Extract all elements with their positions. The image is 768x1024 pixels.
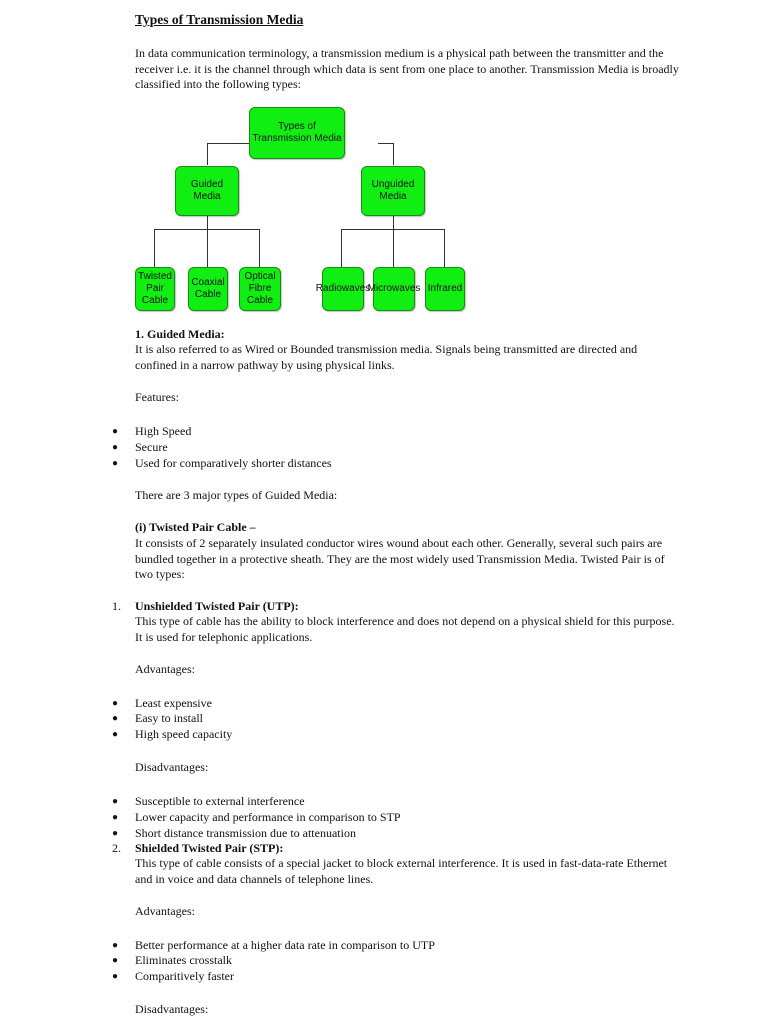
document-page: Types of Transmission Media In data communication terminology, a transmission medium is a physical path between the transmitter and the receiver i.e. it is the channel through which data is sent from one place to another. Transmission Media is broadly classified into the following types: Types of Transmission Media Guided Media Unguided Media Twisted Pair Cable Coaxial Cable Optical Fibre Cable Radiowaves Microwaves Infrared 1. Guided Media: It is also referred to as Wired or Bounded transmission media. Signals being transmitted are directed and confined in a narrow pathway by using physical links. Features: ● High Speed ● Secure ● Used for comparatively shorter distances There are 3 major types of Guided Media: (i) Twisted Pair Cable – It consists of 2 separately insulated conductor wires wound about each other. Generally, several such pairs are bundled together in a protective sheath. They are the most widely used Transmission Media. Twisted Pair is of two types: 1. Unshielded Twisted Pair (UTP): This type of cable has the ability to block interference and does not depend on a physical shield for this purpose. It is used for telephonic applications. Advantages: ● Least expensive ● Easy to install ● High speed capacity Disadvantages: ● Susceptible to external interference ● Lower capacity and performance in comparison to STP ● Short distance transmission due to attenuation 2. Shielded Twisted Pair (STP): This type of cable consists of a special jacket to block external interference. It is used in fast-data-rate Ethernet and in voice and data channels of telephone lines. Advantages: ● Better performance at a higher data rate in comparison to UTP ● Eliminates crosstalk ● Comparitively faster Disadvantages:	[112, 12, 679, 1016]
node-twisted-pair: Twisted Pair Cable	[135, 267, 175, 311]
connector	[393, 143, 394, 165]
node-unguided-media: Unguided Media	[361, 166, 425, 216]
connector	[207, 215, 208, 229]
bullet-icon: ●	[112, 729, 119, 740]
connector	[444, 229, 445, 267]
bullet-icon: ●	[112, 458, 119, 469]
node-radiowaves: Radiowaves	[322, 267, 364, 311]
node-infrared: Infrared	[425, 267, 465, 311]
utp-advantages-label: Advantages:	[135, 662, 195, 676]
guided-media-description: It is also referred to as Wired or Bounded transmission media. Signals being transmitted are directed and confined in a narrow pathway by using physical links.	[135, 342, 638, 372]
guided-media-heading: 1. Guided Media:	[135, 327, 225, 341]
connector	[378, 143, 394, 144]
guided-types-intro: There are 3 major types of Guided Media:	[135, 488, 338, 502]
twisted-pair-description: It consists of 2 separately insulated conductor wires wound about each other. Generally, several such pairs are bundled together in a protective sheath. They are the most widely used Transmission Media. Twisted Pair is of two types:	[135, 536, 665, 582]
features-label: Features:	[135, 390, 179, 404]
stp-advantages-label: Advantages:	[135, 904, 195, 918]
bullet-icon: ●	[112, 812, 119, 823]
page-title: Types of Transmission Media	[135, 12, 304, 27]
intro-paragraph: In data communication terminology, a transmission medium is a physical path between the transmitter and the receiver i.e. it is the channel through which data is sent from one place to another. Transmission Media is broadly classified into the following types:	[135, 46, 679, 92]
bullet-icon: ●	[112, 713, 119, 724]
bullet-icon: ●	[112, 955, 119, 966]
stp-description: This type of cable consists of a special jacket to block external interference. It is used in fast-data-rate Ethernet and in voice and data channels of telephone lines.	[135, 856, 668, 886]
connector	[259, 229, 260, 267]
connector	[154, 229, 155, 267]
node-optical-fibre: Optical Fibre Cable	[239, 267, 281, 311]
node-guided-media: Guided Media	[175, 166, 239, 216]
connector	[207, 143, 208, 165]
connector	[393, 229, 394, 267]
node-root: Types of Transmission Media	[249, 107, 345, 159]
utp-description: This type of cable has the ability to block interference and does not depend on a physical shield for this purpose. It is used for telephonic applications.	[135, 614, 675, 644]
node-microwaves: Microwaves	[373, 267, 415, 311]
bullet-icon: ●	[112, 971, 119, 982]
stp-disadvantages-label: Disadvantages:	[135, 1002, 209, 1016]
bullet-icon: ●	[112, 442, 119, 453]
bullet-icon: ●	[112, 828, 119, 839]
bullet-icon: ●	[112, 698, 119, 709]
bullet-icon: ●	[112, 426, 119, 437]
node-coaxial: Coaxial Cable	[188, 267, 228, 311]
connector	[393, 215, 394, 229]
bullet-icon: ●	[112, 940, 119, 951]
connector	[341, 229, 342, 267]
connector	[207, 229, 208, 267]
bullet-icon: ●	[112, 796, 119, 807]
twisted-pair-heading: (i) Twisted Pair Cable –	[135, 520, 256, 534]
transmission-media-diagram	[133, 105, 463, 313]
utp-disadvantages-label: Disadvantages:	[135, 760, 209, 774]
